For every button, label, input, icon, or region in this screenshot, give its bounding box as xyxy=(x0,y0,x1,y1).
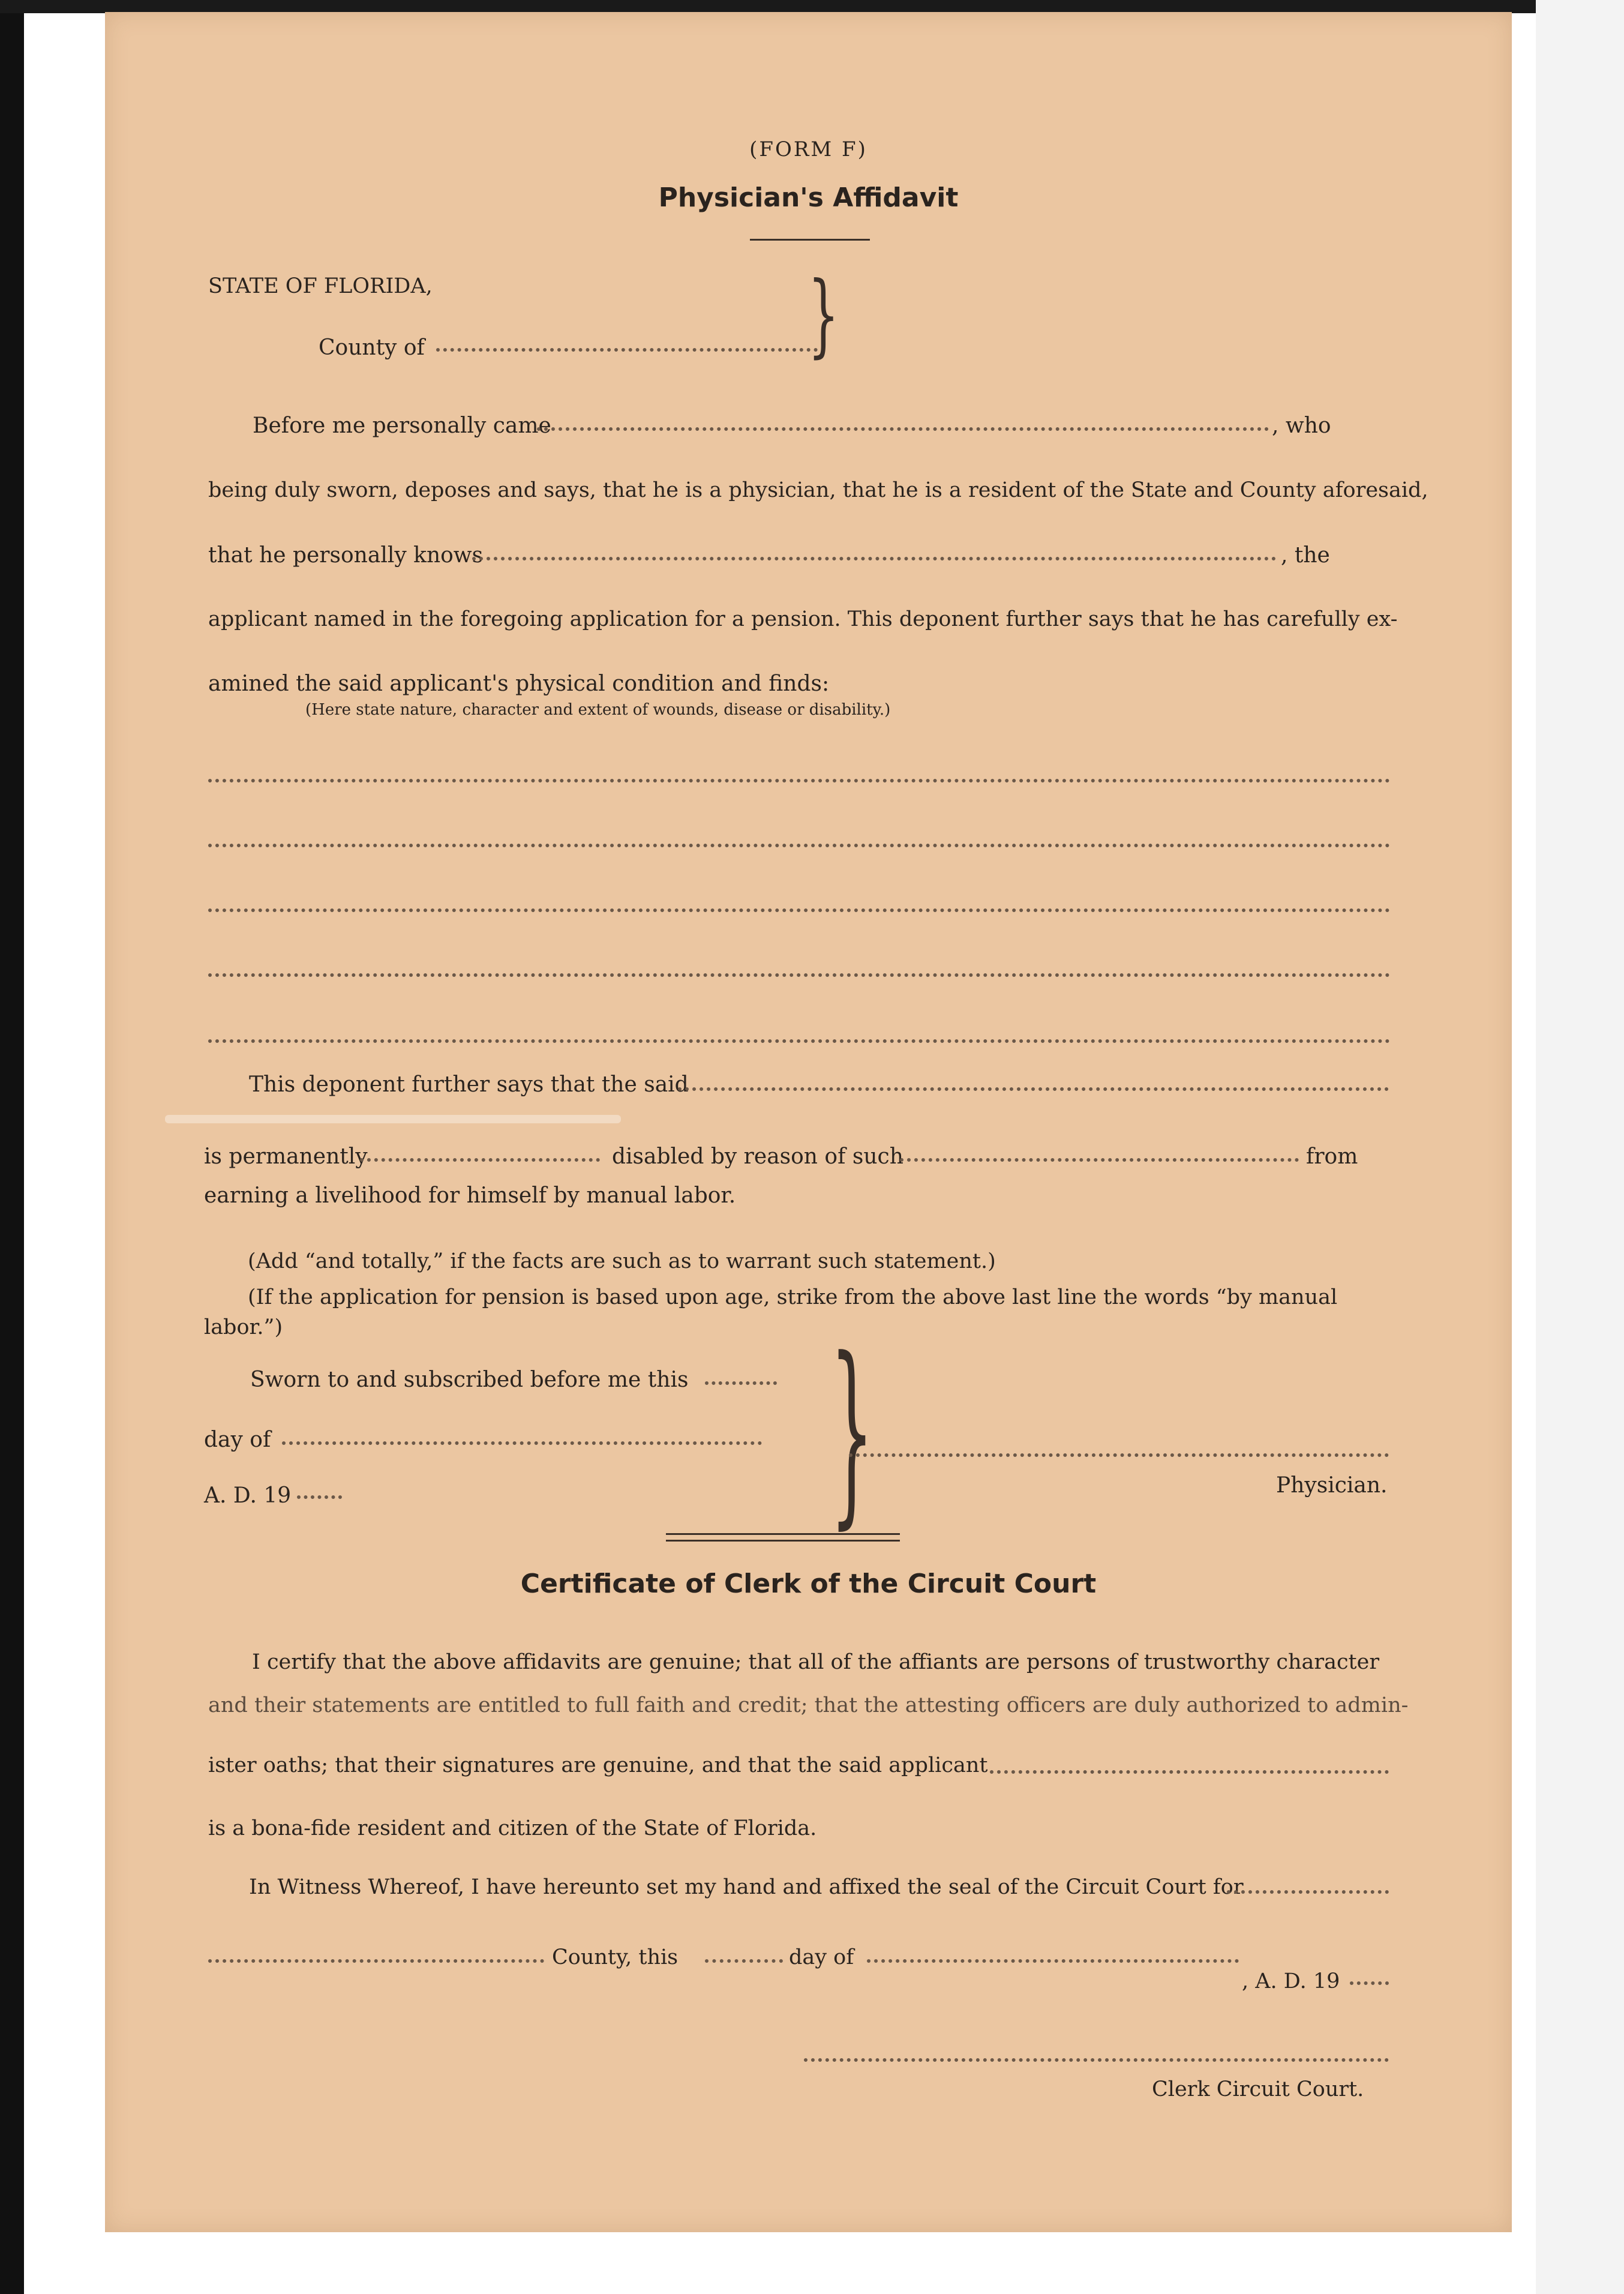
permanently-label: is permanently xyxy=(204,1144,368,1169)
physician-signature-blank[interactable] xyxy=(849,1453,1389,1457)
witness-line: In Witness Whereof, I have hereunto set my hand and affixed the seal of the Circuit Court for xyxy=(249,1875,1244,1899)
degree-blank[interactable] xyxy=(360,1158,600,1162)
finding-blank-2[interactable] xyxy=(208,844,1390,847)
from-label: from xyxy=(1306,1144,1358,1169)
finding-blank-4[interactable] xyxy=(208,973,1390,977)
sworn-line: being duly sworn, deposes and says, that he is a physician, that he is a resident of the State and County aforesaid, xyxy=(208,478,1428,502)
scanner-background-left xyxy=(0,0,24,2294)
county-label: County of xyxy=(319,335,425,360)
certificate-line-1: I certify that the above affidavits are genuine; that all of the affiants are persons of trustworthy character xyxy=(252,1650,1380,1674)
finding-blank-1[interactable] xyxy=(208,779,1390,782)
section-rule-top xyxy=(666,1533,900,1535)
certificate-line-2: and their statements are entitled to full faith and credit; that the attesting officers are duly authorized to admin- xyxy=(208,1693,1409,1717)
said-blank[interactable] xyxy=(678,1087,1389,1091)
ad-19-label: A. D. 19 xyxy=(204,1483,292,1508)
disabled-label: disabled by reason of such xyxy=(612,1144,903,1169)
county-this-label: County, this xyxy=(552,1945,679,1969)
strike-note: (If the application for pension is based upon age, strike from the above last line the words “by manual xyxy=(248,1285,1338,1309)
earning-line: earning a livelihood for himself by manual labor. xyxy=(204,1183,736,1208)
applicant-line: applicant named in the foregoing application for a pension. This deponent further says that he has carefully ex- xyxy=(208,607,1398,631)
clerk-label: Clerk Circuit Court. xyxy=(1152,2077,1364,2101)
section-rule-bottom xyxy=(666,1540,900,1542)
add-totally-note: (Add “and totally,” if the facts are such as to warrant such statement.) xyxy=(248,1249,996,1273)
before-me-label: Before me personally came xyxy=(253,413,551,438)
examined-line: amined the said applicant's physical condition and finds: xyxy=(208,671,830,696)
sworn-brace: } xyxy=(830,1316,874,1546)
personally-knows-label: that he personally knows xyxy=(208,543,484,568)
finding-blank-5[interactable] xyxy=(208,1039,1390,1043)
paper-fold-tear xyxy=(165,1115,621,1123)
certificate-title: Certificate of Clerk of the Circuit Court xyxy=(520,1569,1097,1599)
applicant-blank[interactable] xyxy=(472,557,1276,560)
court-county-blank[interactable] xyxy=(1227,1890,1389,1894)
month-blank[interactable] xyxy=(282,1441,762,1445)
strike-note-end: labor.”) xyxy=(204,1315,283,1339)
day-of-label: day of xyxy=(204,1428,271,1452)
state-nature-note: (Here state nature, character and extent of wounds, disease or disability.) xyxy=(305,701,891,719)
cert-month-blank[interactable] xyxy=(867,1959,1239,1963)
county-blank[interactable] xyxy=(436,348,825,352)
cert-applicant-blank[interactable] xyxy=(990,1770,1389,1774)
title-rule xyxy=(750,239,870,241)
scanner-background-top xyxy=(0,0,1624,13)
cert-year-blank[interactable] xyxy=(1350,1981,1389,1985)
form-label: (FORM F) xyxy=(749,137,867,161)
certificate-line-4: is a bona-fide resident and citizen of the State of Florida. xyxy=(208,1816,817,1840)
page-title: Physician's Affidavit xyxy=(658,182,959,213)
cert-ad-19-label: , A. D. 19 xyxy=(1242,1969,1340,1993)
year-blank[interactable] xyxy=(297,1495,342,1499)
sworn-day-blank[interactable] xyxy=(705,1381,777,1385)
county-name-blank[interactable] xyxy=(208,1959,544,1963)
clerk-signature-blank[interactable] xyxy=(804,2058,1389,2062)
who-label: , who xyxy=(1272,413,1331,438)
physician-label: Physician. xyxy=(1276,1473,1388,1498)
county-brace: } xyxy=(808,263,839,367)
cause-blank[interactable] xyxy=(900,1158,1299,1162)
form-page xyxy=(105,12,1512,2232)
cert-day-blank[interactable] xyxy=(705,1959,783,1963)
certificate-line-3: ister oaths; that their signatures are genuine, and that the said applicant xyxy=(208,1753,988,1777)
name-blank[interactable] xyxy=(537,427,1269,431)
the-label: , the xyxy=(1281,543,1330,568)
scanner-background-right xyxy=(1536,0,1624,2294)
sworn-subscribed-label: Sworn to and subscribed before me this xyxy=(250,1368,689,1392)
finding-blank-3[interactable] xyxy=(208,908,1390,912)
state-label: STATE OF FLORIDA, xyxy=(208,274,433,298)
cert-day-of-label: day of xyxy=(789,1945,854,1969)
further-says-label: This deponent further says that the said xyxy=(249,1072,689,1097)
